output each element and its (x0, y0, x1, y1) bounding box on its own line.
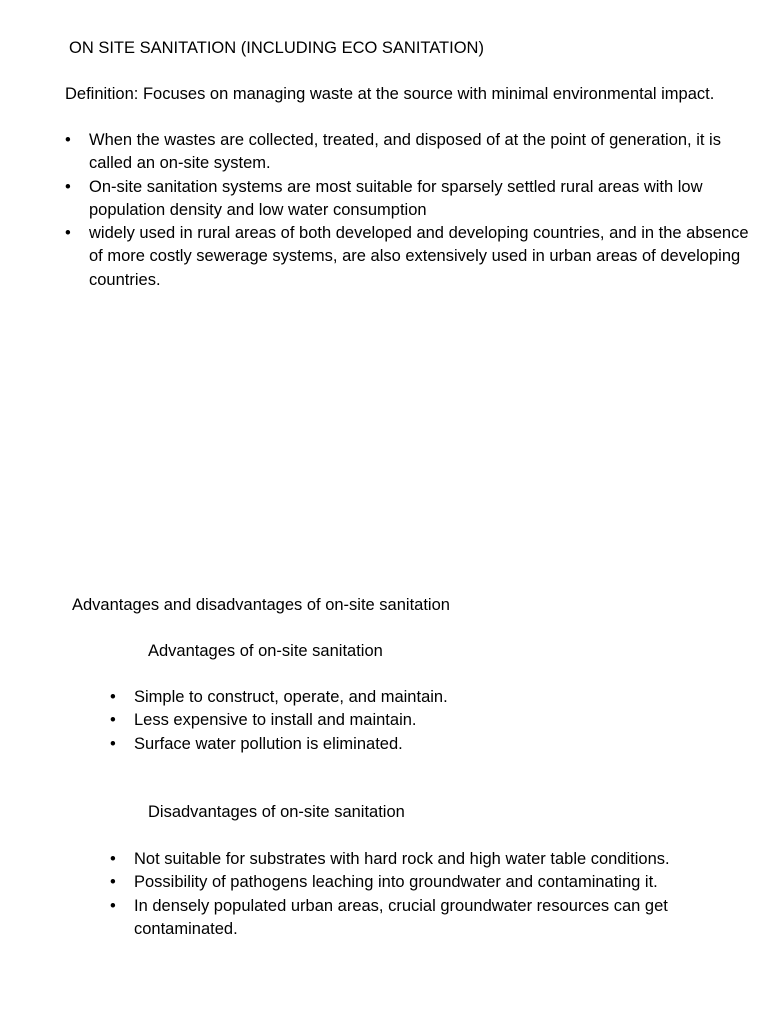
list-item-text: Simple to construct, operate, and maintain. (134, 688, 448, 706)
list-item-text: Possibility of pathogens leaching into groundwater and contaminating it. (134, 873, 658, 892)
list-item (65, 222, 757, 292)
disadvantages-list (110, 848, 694, 941)
list-item (110, 686, 694, 709)
list-item-text: Less expensive to install and maintain. (134, 711, 417, 730)
bullet-icon: • (110, 711, 116, 730)
list-item-text: Surface water pollution is eliminated. (134, 734, 403, 753)
definition-paragraph: Definition: Focuses on managing waste at the source with minimal environmental impact. (65, 85, 715, 103)
bullet-icon: • (110, 734, 116, 753)
bullet-icon: • (65, 177, 71, 196)
bullet-icon: • (65, 224, 71, 243)
advantages-heading: Advantages of on-site sanitation (148, 642, 383, 660)
bullet-icon: • (110, 873, 116, 892)
list-item-text: On-site sanitation systems are most suitable for sparsely settled rural areas with low population density and low water consumption (89, 177, 703, 219)
list-item (65, 176, 757, 223)
list-item-text: When the wastes are collected, treated, and disposed of at the point of generation, it is called an on-site system. (89, 131, 721, 173)
list-item (110, 895, 694, 942)
list-item (110, 733, 694, 756)
page-title: ON SITE SANITATION (INCLUDING ECO SANITATION) (69, 39, 484, 57)
bullet-icon: • (110, 896, 116, 915)
list-item (110, 709, 694, 732)
list-item-text: In densely populated urban areas, crucial groundwater resources can get contaminated. (134, 896, 668, 938)
list-item (110, 871, 694, 894)
intro-bullet-list (65, 129, 757, 292)
bullet-icon: • (110, 688, 116, 706)
bullet-icon: • (110, 850, 116, 868)
list-item-text: widely used in rural areas of both developed and developing countries, and in the absence of more costly sewerage systems, are also extensively used in urban areas of developing countries. (89, 224, 749, 289)
list-item (110, 848, 694, 871)
section-heading: Advantages and disadvantages of on-site sanitation (72, 596, 450, 614)
bullet-icon: • (65, 131, 71, 149)
disadvantages-heading: Disadvantages of on-site sanitation (148, 803, 405, 821)
list-item (65, 129, 757, 176)
advantages-list (110, 686, 694, 756)
list-item-text: Not suitable for substrates with hard rock and high water table conditions. (134, 850, 670, 868)
